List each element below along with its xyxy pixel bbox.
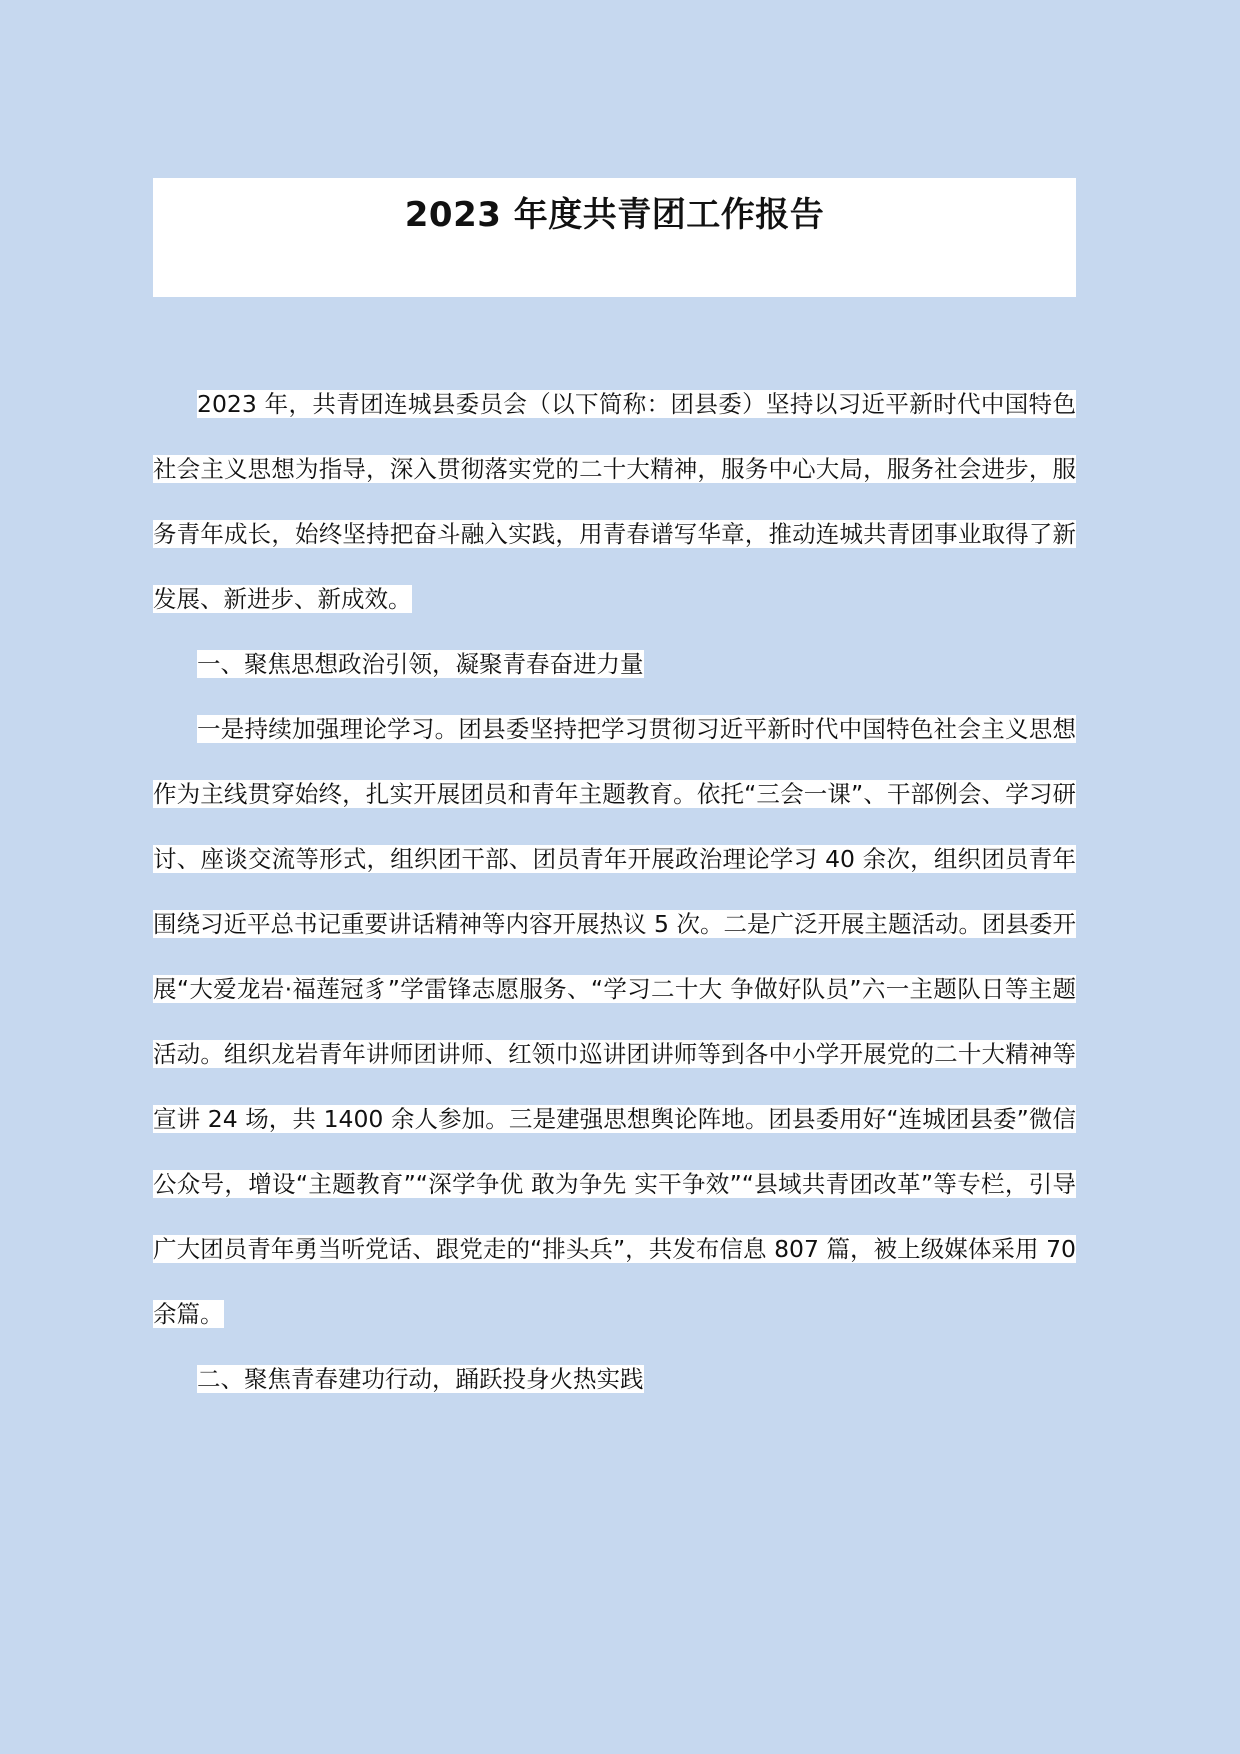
section-heading-2 <box>153 1347 1076 1412</box>
section-1-paragraph <box>153 697 1076 1347</box>
intro-paragraph <box>153 372 1076 632</box>
section-heading-1 <box>153 632 1076 697</box>
title-box <box>153 178 1076 297</box>
intro-paragraph-text: 2023 年，共青团连城县委员会（以下简称：团县委）坚持以习近平新时代中国特色社会主义思想为指导，深入贯彻落实党的二十大精神，服务中心大局，服务社会进步，服务青年成长，始终坚持把奋斗融入实践，用青春谱写华章，推动连城共青团事业取得了新发展、新进步、新成效。 <box>153 390 1076 613</box>
section-1-paragraph-text: 一是持续加强理论学习。团县委坚持把学习贯彻习近平新时代中国特色社会主义思想作为主线贯穿始终，扎实开展团员和青年主题教育。依托“三会一课”、干部例会、学习研讨、座谈交流等形式，组织团干部、团员青年开展政治理论学习 40 余次，组织团员青年围绕习近平总书记重要讲话精神等内容开展热议 5 次。二是广泛开展主题活动。团县委开展“大爱龙岩·福莲冠豸”学雷锋志愿服务、“学习二十大 争做好队员”六一主题队日等主题活动。组织龙岩青年讲师团讲师、红领巾巡讲团讲师等到各中小学开展党的二十大精神等宣讲 24 场，共 1400 余人参加。三是建强思想舆论阵地。团县委用好“连城团县委”微信公众号，增设“主题教育”“深学争优 敢为争先 实干争效”“县域共青团改革”等专栏，引导广大团员青年勇当听党话、跟党走的“排头兵”，共发布信息 807 篇，被上级媒体采用 70 余篇。 <box>153 715 1076 1328</box>
section-heading-1-text: 一、聚焦思想政治引领，凝聚青春奋进力量 <box>197 650 644 678</box>
document-body <box>153 372 1076 1412</box>
document-title: 2023 年度共青团工作报告 <box>404 195 825 235</box>
section-heading-2-text: 二、聚焦青春建功行动，踊跃投身火热实践 <box>197 1365 644 1393</box>
